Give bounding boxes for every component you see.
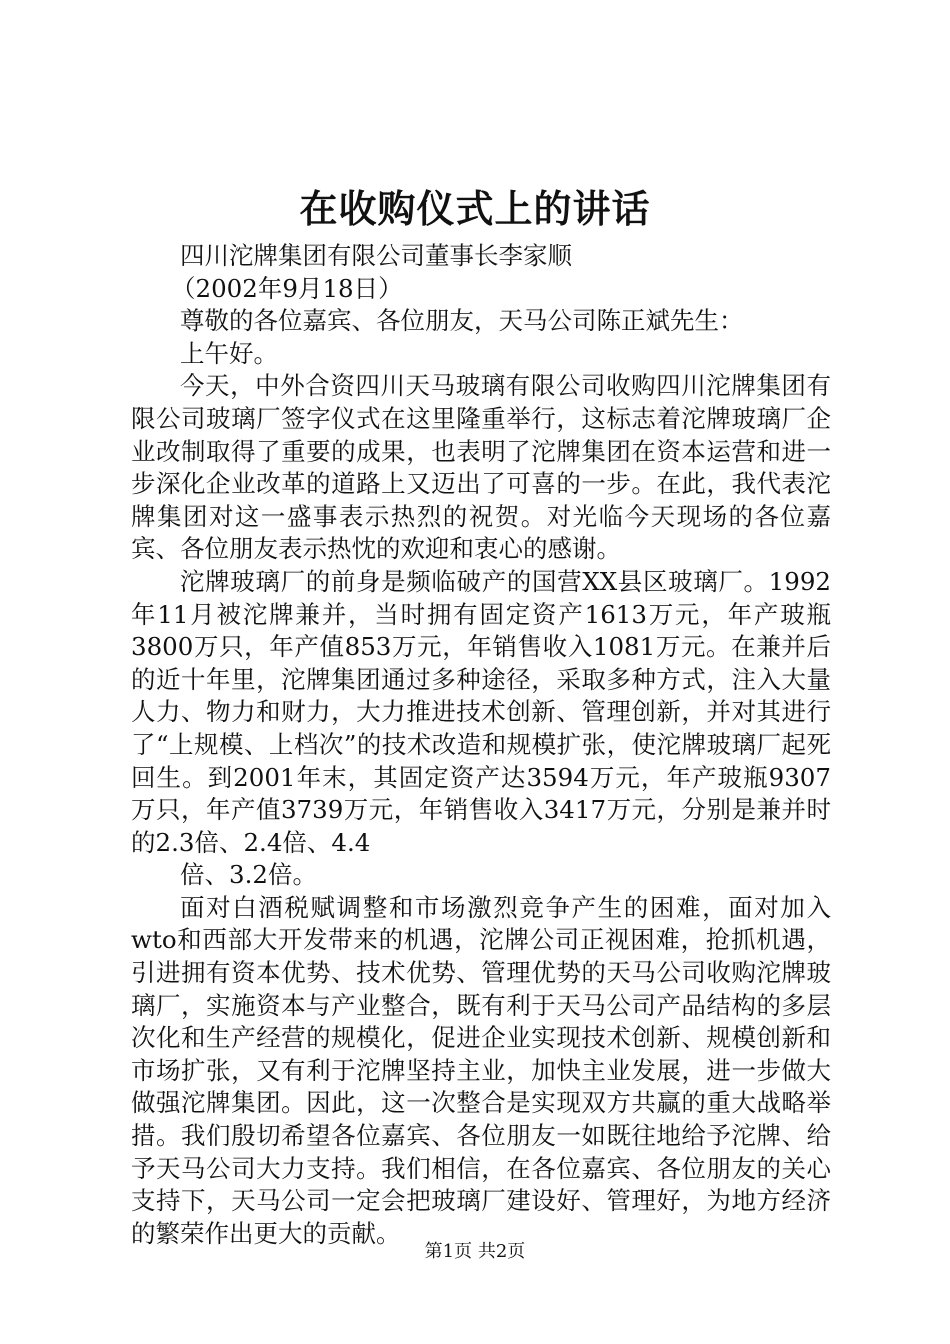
document-body — [131, 240, 831, 1250]
paragraph: 今天，中外合资四川天马玻璃有限公司收购四川沱牌集团有限公司玻璃厂签字仪式在这里隆重举行，这标志着沱牌玻璃厂企业改制取得了重要的成果，也表明了沱牌集团在资本运营和进一步深化企业改革的道路上又迈出了可喜的一步。在此，我代表沱牌集团对这一盛事表示热烈的祝贺。对光临今天现场的各位嘉宾、各位朋友表示热忱的欢迎和衷心的感谢。 — [131, 371, 831, 564]
author-line: 四川沱牌集团有限公司董事长李家顺 — [180, 241, 572, 270]
document-title: 在收购仪式上的讲话 — [299, 186, 651, 231]
paragraph: 倍、3.2倍。 — [180, 860, 317, 890]
paragraph: 面对白酒税赋调整和市场激烈竞争产生的困难，面对加入wto和西部大开发带来的机遇，沱牌公司正视困难，抢抓机遇，引进拥有资本优势、技术优势、管理优势的天马公司收购沱牌玻璃厂，实施资本与产业整合，既有利于天马公司产品结构的多层次化和生产经营的规模化，促进企业实现技术创新、规模创新和市场扩张，又有利于沱牌坚持主业，加快主业发展，进一步做大做强沱牌集团。因此，这一次整合是实现双方共赢的重大战略举措。我们殷切希望各位嘉宾、各位朋友一如既往地给予沱牌、给予天马公司大力支持。我们相信，在各位嘉宾、各位朋友的关心支持下，天马公司一定会把玻璃厂建设好、管理好，为地方经济的繁荣作出更大的贡献。 — [131, 892, 831, 1248]
paragraph: 沱牌玻璃厂的前身是频临破产的国营XX县区玻璃厂。1992年11月被沱牌兼并，当时拥有固定资产1613万元，年产玻瓶3800万只，年产值853万元，年销售收入1081万元。在兼并后的近十年里，沱牌集团通过多种途径，采取多种方式，注入大量人力、物力和财力，大力推进技术创新、管理创新，并对其进行了“上规模、上档次”的技术改造和规模扩张，使沱牌玻璃厂起死回生。到2001年末，其固定资产达3594万元，年产玻瓶9307万只，年产值3739万元，年销售收入3417万元，分别是兼并时的2.3倍、2.4倍、4.4 — [131, 566, 831, 857]
greeting: 上午好。 — [180, 338, 278, 368]
date-line: （2002年9月18日） — [171, 273, 403, 303]
salutation: 尊敬的各位嘉宾、各位朋友，天马公司陈正斌先生： — [180, 306, 744, 336]
page-number: 第1页 共2页 — [424, 1241, 526, 1262]
